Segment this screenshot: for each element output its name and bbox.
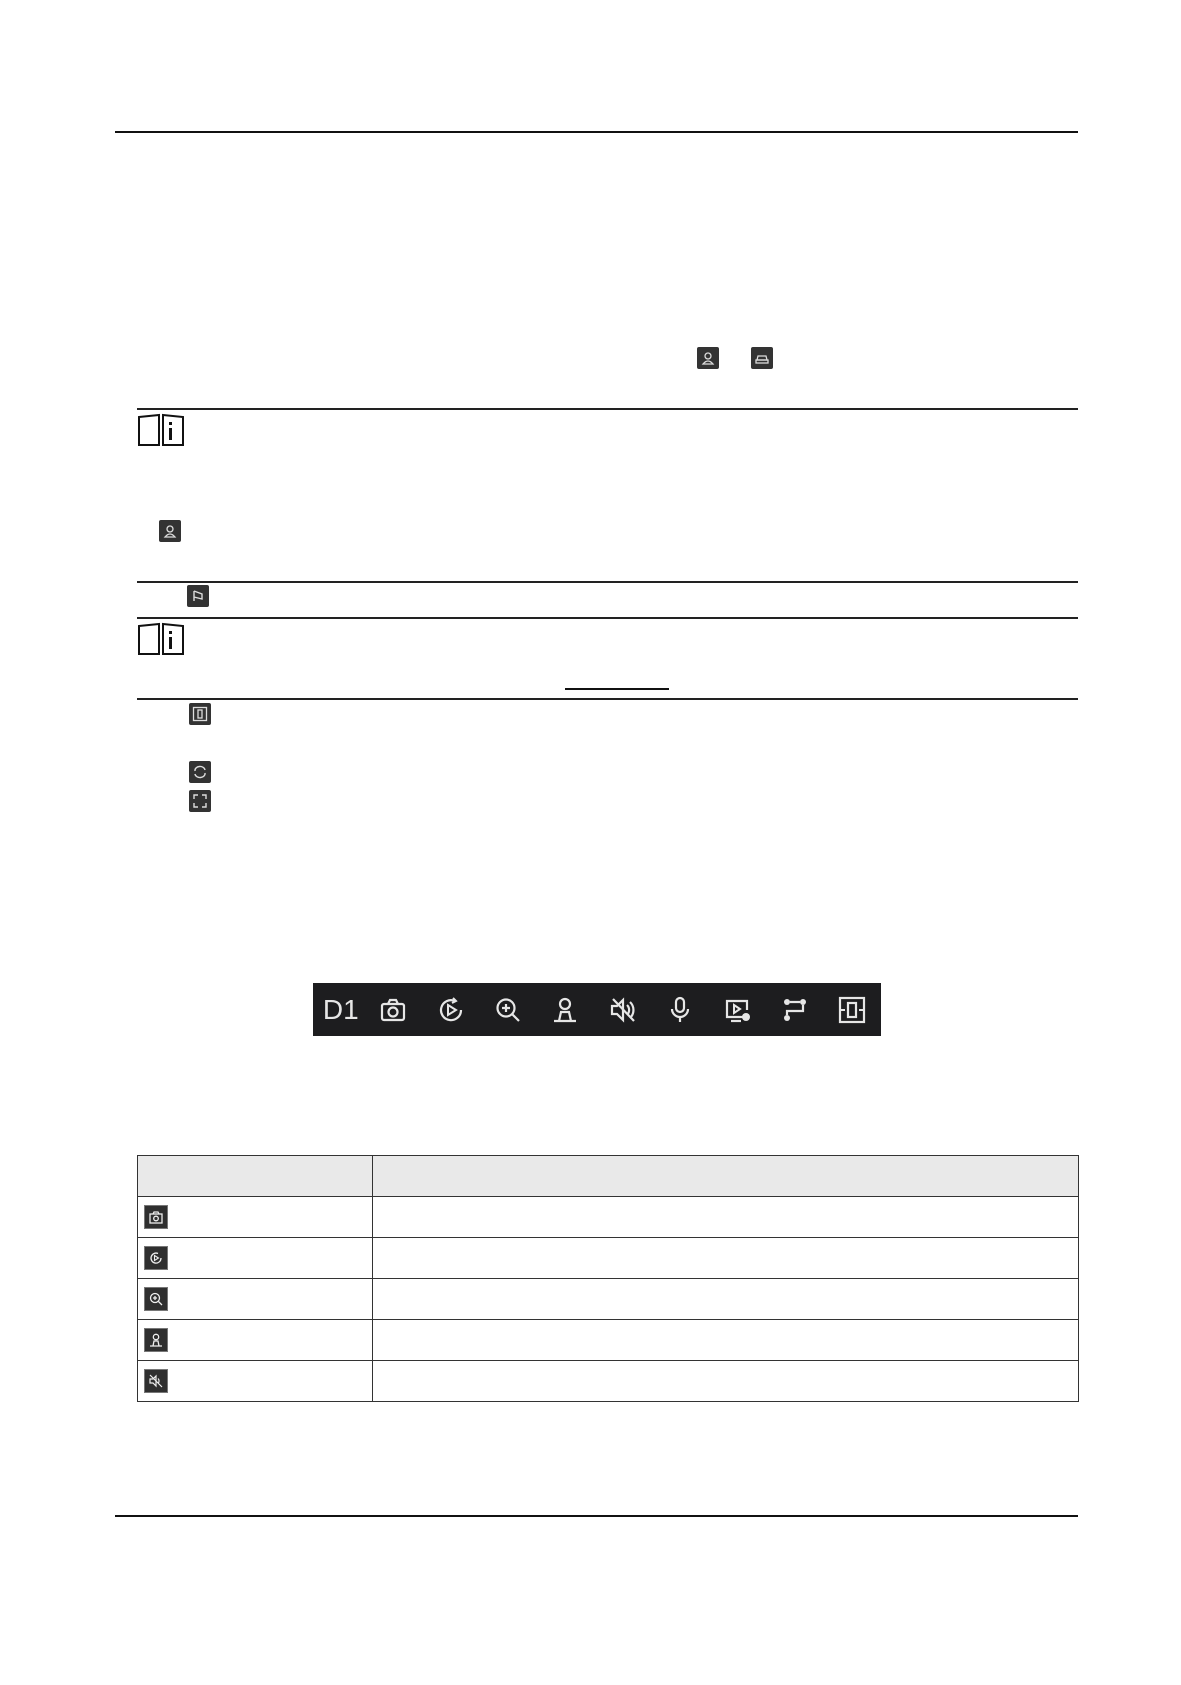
target-detection-icon: [144, 1328, 168, 1352]
fit-window-icon[interactable]: [824, 983, 881, 1036]
note-icon: [137, 622, 185, 656]
fullscreen-icon: [189, 790, 211, 812]
table-header-row: [138, 1156, 1079, 1197]
digital-zoom-icon[interactable]: [479, 983, 536, 1036]
vehicle-icon: [751, 347, 773, 369]
person-icon: [159, 520, 181, 542]
channel-label: D1: [322, 993, 359, 1025]
table-row: [138, 1197, 1079, 1238]
table-row: [138, 1320, 1079, 1361]
table-header: [373, 1156, 1079, 1197]
note-top-rule: [137, 617, 1078, 619]
table-cell: [373, 1279, 1079, 1320]
note-top-rule: [137, 408, 1078, 410]
table-cell: [373, 1361, 1079, 1402]
two-way-audio-icon[interactable]: [651, 983, 708, 1036]
instant-playback-icon[interactable]: [422, 983, 479, 1036]
switch-stream-icon[interactable]: [766, 983, 823, 1036]
table-row: [138, 1238, 1079, 1279]
header-rule: [115, 131, 1078, 133]
table-cell: [373, 1238, 1079, 1279]
table-row: [138, 1361, 1079, 1402]
switch-icon: [189, 761, 211, 783]
record-icon[interactable]: [709, 983, 766, 1036]
mute-icon[interactable]: [594, 983, 651, 1036]
table-cell: [373, 1320, 1079, 1361]
capture-icon: [144, 1205, 168, 1229]
live-view-toolbar: [313, 983, 881, 1036]
footer-rule: [115, 1515, 1078, 1517]
person-icon: [697, 347, 719, 369]
fit-window-icon: [189, 703, 211, 725]
toolbar-icon-table: [137, 1155, 1079, 1402]
link-underline[interactable]: [565, 688, 669, 690]
table-header: [138, 1156, 373, 1197]
mute-icon: [144, 1369, 168, 1393]
target-detection-icon[interactable]: [537, 983, 594, 1036]
digital-zoom-icon: [144, 1287, 168, 1311]
note-bottom-rule: [137, 698, 1078, 700]
note-bottom-rule: [137, 581, 1078, 583]
table-row: [138, 1279, 1079, 1320]
note-icon: [137, 413, 185, 447]
table-cell: [373, 1197, 1079, 1238]
capture-icon[interactable]: [365, 983, 422, 1036]
instant-playback-icon: [144, 1246, 168, 1270]
alarm-icon: [187, 585, 209, 607]
